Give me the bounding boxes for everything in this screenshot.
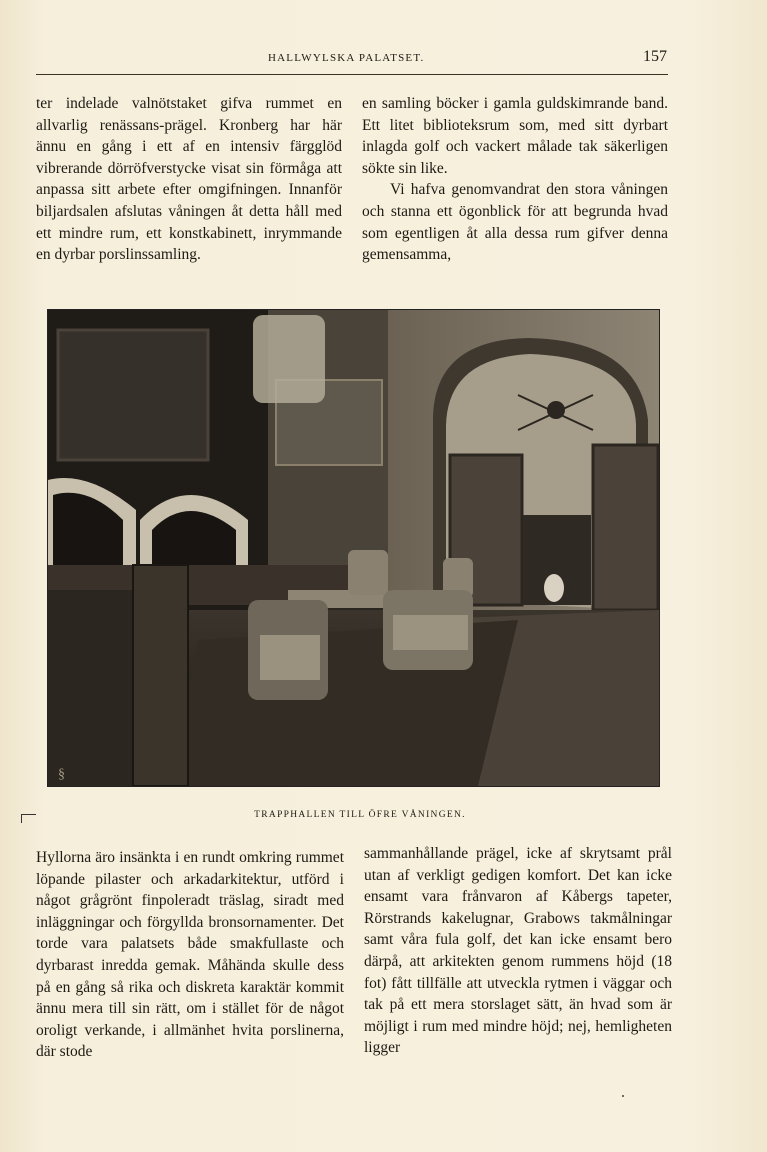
svg-text:§: § (58, 767, 65, 782)
corner-mark (21, 814, 36, 823)
running-header: HALLWYLSKA PALATSET. (268, 52, 425, 64)
bottom-left-column (36, 847, 344, 1063)
figure-caption: TRAPPHALLEN TILL ÖFRE VÅNINGEN. (254, 810, 466, 820)
paper-speck (622, 1095, 624, 1097)
paragraph: en samling böcker i gamla guldskimrande band. Ett litet biblioteksrum som, med sitt dyrbart inlagda golf och vackert målade tak säkerligen sökte sin like. (362, 95, 668, 177)
header-rule (36, 74, 668, 75)
paragraph: Hyllorna äro insänkta i en rundt omkring rummet löpande pilaster och arkadarkitektur, utförd i något grågrönt finpoleradt träslag, siradt med inläggningar och förgyllda bronsornamenter. Det torde vara palatsets både smakfullaste och dyrbarast inredda gemak. Måhända skulle dess på en gång så rika och diskreta karaktär kommit ännu mera till sin rätt, om i stället för de något oroligt verkande, i allmänhet hvita porslinerna, där stode (36, 849, 344, 1061)
photograph-staircase-hall (47, 309, 660, 787)
top-left-column (36, 93, 342, 266)
photograph-illustration (48, 310, 659, 786)
paragraph: Vi hafva genomvandrat den stora våningen och stanna ett ögonblick för att begrunda hvad som egentligen åt alla dessa rum gifver denna gemensamma, (362, 181, 668, 264)
paragraph: ter indelade valnötstaket gifva rummet en allvarlig renässans-prägel. Kronberg har här ännu en gång i ett af en intensiv färgglöd vibrerande dörröfverstycke visat sin förmåga att anpassa sitt arbete efter omgifningen. Innanför biljardsalen afslutas våningen åt detta håll med ett mindre rum, ett konstkabinett, inrymmande en dyrbar porslinssamling. (36, 95, 342, 264)
top-right-column (362, 93, 668, 266)
paragraph: sammanhållande prägel, icke af skrytsamt prål utan af verkligt gedigen komfort. Det kan icke ensamt vara frånvaron af Kåbergs tapeter, Rörstrands kakelugnar, Grabows takmålningar samt våra fula golf, det kan icke ensamt bero därpå, att arkitekten genom rummens höjd (18 fot) fått tillfälle att utveckla rytmen i väggar och tak på ett mera storslaget sätt, än hvad som är möjligt i rum med mindre höjd; nej, hemligheten ligger (364, 845, 672, 1057)
bottom-right-column (364, 843, 672, 1059)
page-number: 157 (643, 48, 667, 65)
